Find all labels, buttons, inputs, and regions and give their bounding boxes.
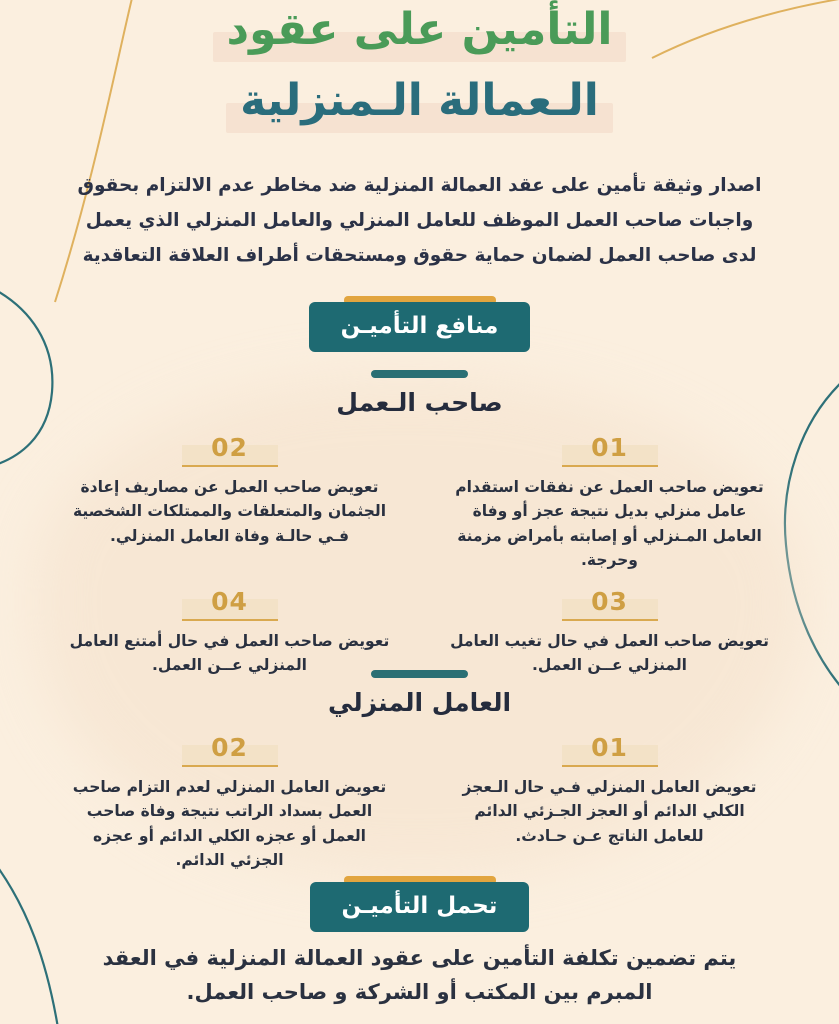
employer-section	[0, 370, 839, 678]
item-number-01	[562, 733, 658, 769]
item-text-02: تعويض صاحب العمل عن مصاريف إعادة الجثمان والمتعلقات والممتلكات الشخصية فـي حالـة وفاة العامل المنزلي.	[72, 478, 387, 545]
intro-paragraph: اصدار وثيقة تأمين على عقد العمالة المنزلية ضد مخاطر عدم الالتزام بحقوق واجبات صاحب العمل الموظف للعامل المنزلي والعامل المنزلي الذي يعمل لدى صاحب العمل لضمان حماية حقوق ومستحقات أطراف العلاقة التعاقدية	[77, 175, 762, 267]
employer-items-grid	[40, 433, 800, 678]
page-title	[0, 4, 839, 126]
item-number-02	[182, 733, 278, 769]
item-number-02	[182, 433, 278, 469]
item-number-03	[562, 587, 658, 623]
benefits-banner-label: منافع التأميـن	[309, 302, 531, 352]
item-number-label: 02	[211, 733, 248, 762]
item-text-03: تعويض صاحب العمل في حال تغيب العامل المنزلي عــن العمل.	[450, 631, 769, 675]
item-number-label: 01	[591, 433, 628, 462]
item-number-04	[182, 587, 278, 623]
employer-section-heading: صاحب الـعمل	[336, 388, 503, 417]
title-row-1	[227, 4, 613, 55]
worker-section	[0, 670, 839, 873]
liability-banner-wrap	[0, 876, 839, 932]
title-line-2: الـعمالة الـمنزلية	[240, 75, 599, 126]
item-number-label: 02	[211, 433, 248, 462]
item-text-02: تعويض العامل المنزلي لعدم التزام صاحب العمل بسداد الراتب نتيجة وفاة صاحب العمل أو عجزه الكلي الدائم أو عجزه الجزئي الدائم.	[72, 778, 387, 870]
benefit-item-04	[40, 587, 420, 678]
worker-items-grid	[40, 733, 800, 873]
section-accent-bar	[371, 370, 468, 378]
worker-section-heading: العامل المنزلي	[327, 688, 512, 717]
benefit-item-01	[420, 433, 800, 573]
benefits-banner	[309, 296, 531, 352]
section-accent-bar	[371, 670, 468, 678]
title-line-1: التأمين على عقود	[226, 4, 613, 55]
footer-paragraph: يتم تضمين تكلفة التأمين على عقود العمالة المنزلية في العقد المبرم بين المكتب أو الشركة و صاحب العمل.	[102, 946, 737, 1004]
footer-section	[0, 942, 839, 1009]
item-number-01	[562, 433, 658, 469]
liability-banner-label: تحمل التأميـن	[310, 882, 530, 932]
benefit-item-02	[40, 433, 420, 573]
item-number-label: 01	[591, 733, 628, 762]
item-number-label: 04	[211, 586, 248, 616]
worker-item-02	[40, 733, 420, 873]
item-text-01: تعويض صاحب العمل عن نفقات استقدام عامل منزلي بديل نتيجة عجز أو وفاة العامل المـنزلي أو إصابته بأمراض مزمنة وحرجة.	[455, 478, 764, 570]
worker-item-01	[420, 733, 800, 873]
title-row-2	[240, 75, 599, 126]
liability-banner	[310, 876, 530, 932]
benefit-item-03	[420, 587, 800, 678]
benefits-banner-wrap	[0, 296, 839, 352]
item-number-label: 03	[591, 586, 628, 616]
intro-section	[0, 168, 839, 273]
item-text-04: تعويض صاحب العمل في حال أمتنع العامل المنزلي عــن العمل.	[69, 631, 390, 675]
item-text-01: تعويض العامل المنزلي فـي حال الـعجز الكلي الدائم أو العجز الجـزئي الدائم للعامل الناتج عـن حـادث.	[462, 778, 757, 845]
